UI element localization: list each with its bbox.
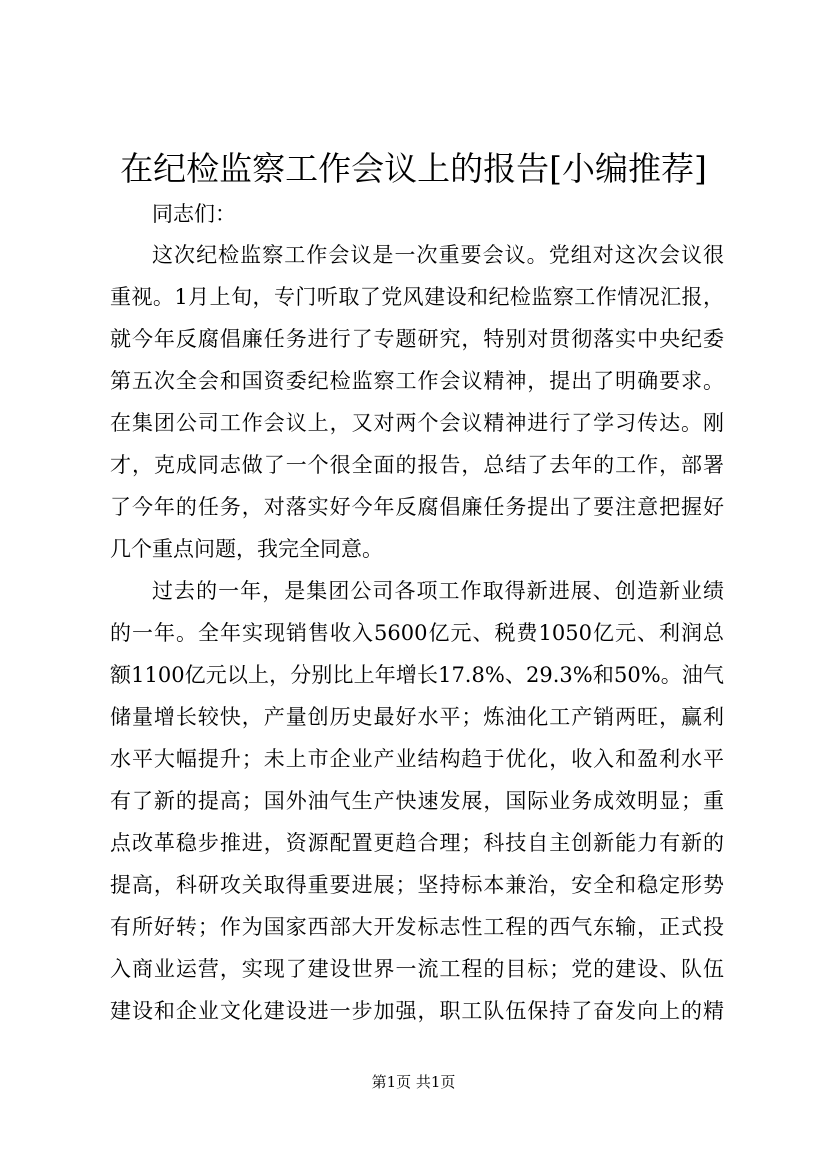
salutation: 同志们： [152, 202, 236, 226]
paragraph-line: 第五次全会和国资委纪检监察工作会议精神，提出了明确要求。 [110, 369, 724, 393]
paragraph-line: 在集团公司工作会议上，又对两个会议精神进行了学习传达。刚 [110, 411, 724, 435]
paragraph-line: 几个重点问题，我完全同意。 [110, 537, 383, 561]
page-number: 第1页 共1页 [371, 1073, 456, 1091]
paragraph-line: 储量增长较快，产量创历史最好水平；炼油化工产销两旺，赢利 [110, 705, 724, 729]
paragraph-line: 的一年。全年实现销售收入5600亿元、税费1050亿元、利润总 [110, 621, 724, 645]
paragraph-line: 建设和企业文化建设进一步加强，职工队伍保持了奋发向上的精 [110, 999, 724, 1023]
paragraph-line: 提高，科研攻关取得重要进展；坚持标本兼治，安全和稳定形势 [110, 873, 724, 897]
document-title: 在纪检监察工作会议上的报告[小编推荐] [120, 149, 707, 188]
paragraph-line: 点改革稳步推进，资源配置更趋合理；科技自主创新能力有新的 [110, 831, 724, 855]
paragraph-line: 就今年反腐倡廉任务进行了专题研究，特别对贯彻落实中央纪委 [110, 327, 724, 351]
paragraph-line: 这次纪检监察工作会议是一次重要会议。党组对这次会议很 [152, 243, 724, 267]
paragraph-line: 有了新的提高；国外油气生产快速发展，国际业务成效明显；重 [110, 789, 724, 813]
paragraph-line: 有所好转；作为国家西部大开发标志性工程的西气东输，正式投 [110, 915, 724, 939]
paragraph-line: 入商业运营，实现了建设世界一流工程的目标；党的建设、队伍 [110, 957, 724, 981]
paragraph-line: 额1100亿元以上，分别比上年增长17.8%、29.3%和50%。油气 [110, 663, 724, 687]
paragraph-line: 重视。1月上旬，专门听取了党风建设和纪检监察工作情况汇报， [110, 285, 724, 309]
paragraph-line: 水平大幅提升；未上市企业产业结构趋于优化，收入和盈利水平 [110, 747, 724, 771]
paragraph-line: 过去的一年，是集团公司各项工作取得新进展、创造新业绩 [152, 579, 724, 603]
paragraph-line: 才，克成同志做了一个很全面的报告，总结了去年的工作，部署 [110, 453, 724, 477]
paragraph-line: 了今年的任务，对落实好今年反腐倡廉任务提出了要注意把握好 [110, 495, 724, 519]
